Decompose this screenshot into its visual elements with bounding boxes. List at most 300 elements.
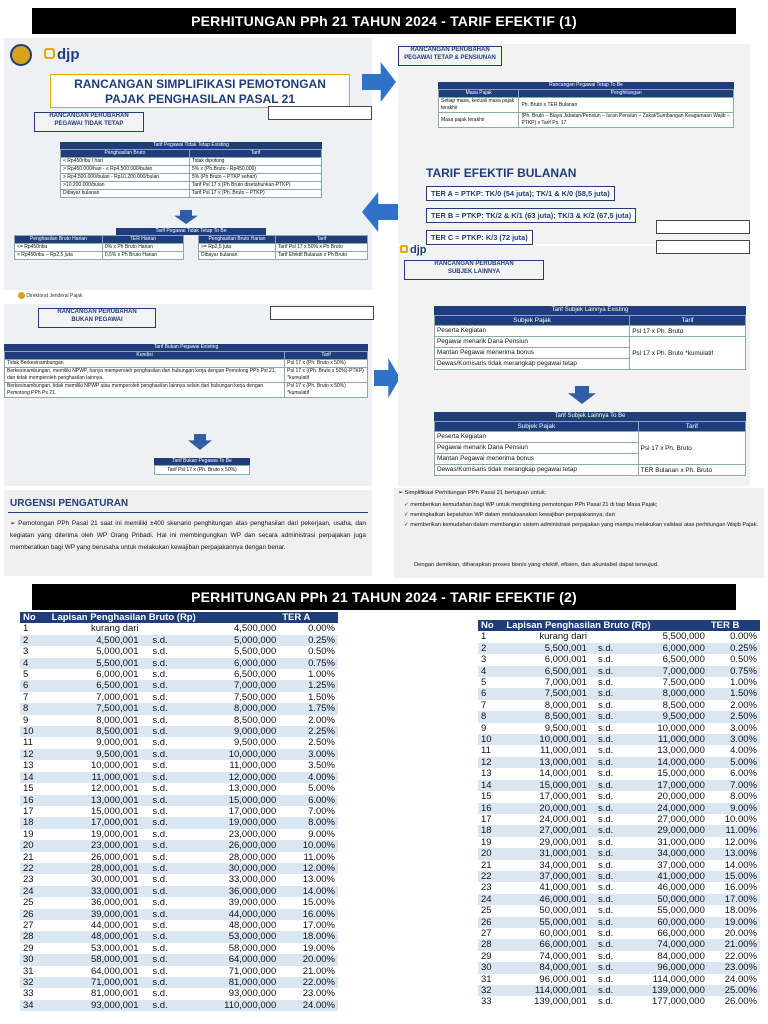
bp-existing-table-row xyxy=(5,383,368,398)
ter-a-no-cell: 7 xyxy=(20,692,49,703)
ter-a-lower-cell: 81,000,001 xyxy=(49,988,142,999)
ter-a-upper-cell: 48,000,000 xyxy=(178,920,279,931)
djp-logo-2: djp xyxy=(400,244,427,256)
bullet-arrow-icon: ➢ xyxy=(398,490,405,496)
ter-b-table-row xyxy=(478,871,760,882)
pt-tobe-header-row xyxy=(439,90,734,98)
ter-a-no-cell: 16 xyxy=(20,795,49,806)
ptt-tobe-right-cell: Tarif Efektif Bulanan x Ph Bruto xyxy=(275,252,367,260)
ter-b-upper-cell: 96,000,000 xyxy=(621,962,708,973)
down-arrow-icon xyxy=(188,434,212,450)
ter-a-no-cell: 2 xyxy=(20,635,49,646)
sl-tobe-column-header: Subjek Pajak xyxy=(435,422,639,432)
ter-a-no-cell: 19 xyxy=(20,829,49,840)
ter-a-upper-cell: 23,000,000 xyxy=(178,829,279,840)
slide-subjek-lainnya xyxy=(398,246,750,486)
ter-a-upper-cell: 39,000,000 xyxy=(178,897,279,908)
bp-existing-cell: Berkesinambungan, tidak memiliki NPWP atau memperoleh penghasilan lainnya selain dari hubungan kerja dengan Pemotong PPh Ps 21. xyxy=(5,383,285,398)
ter-b-no-cell: 27 xyxy=(478,928,503,939)
ter-a-sd-cell: s.d. xyxy=(142,760,179,771)
ter-a-sd-cell: s.d. xyxy=(142,680,179,691)
ter-b-upper-cell: 8,000,000 xyxy=(621,688,708,699)
ter-b-lower-cell: 20,000,001 xyxy=(503,803,590,814)
ter-a-sd-cell: s.d. xyxy=(142,1000,179,1011)
ter-a-upper-cell: 33,000,000 xyxy=(178,874,279,885)
ter-a-rate-cell: 1.25% xyxy=(279,680,338,691)
ter-b-no-cell: 2 xyxy=(478,643,503,654)
ter-b-table-row xyxy=(478,928,760,939)
ter-a-no-cell: 30 xyxy=(20,954,49,965)
sl-existing-cell: Dewas/Komisaris tidak merangkap pegawai tetap xyxy=(435,359,630,370)
ter-b-rate-cell: 0.00% xyxy=(708,631,760,642)
ter-b-sd-cell: s.d. xyxy=(590,688,621,699)
djp-logo: djp xyxy=(44,46,80,63)
ter-b-sd-cell: s.d. xyxy=(590,814,621,825)
ter-a-table-row xyxy=(20,783,338,794)
ter-b-rate-cell: 20.00% xyxy=(708,928,760,939)
ter-a-sd-cell: s.d. xyxy=(142,840,179,851)
ter-b-sd-cell: s.d. xyxy=(590,803,621,814)
ter-b-table-row xyxy=(478,734,760,745)
ter-a-upper-cell: 71,000,000 xyxy=(178,966,279,977)
ter-a-lower-cell: 23,000,001 xyxy=(49,840,142,851)
ter-b-rate-cell: 12.00% xyxy=(708,837,760,848)
bp-existing-column-header: Tarif xyxy=(285,352,368,360)
ptt-existing-header-row xyxy=(61,150,322,158)
sl-tobe-caption: Tarif Subjek Lainnya To Be xyxy=(434,412,746,421)
ter-b-sd-cell: s.d. xyxy=(590,745,621,756)
ter-b-table-row xyxy=(478,768,760,779)
sl-tobe-table-row xyxy=(435,432,746,443)
ter-b-lower-cell: 84,000,001 xyxy=(503,962,590,973)
ter-a-no-cell: 21 xyxy=(20,852,49,863)
ter-b-rate-cell: 4.00% xyxy=(708,745,760,756)
ter-a-lower-cell: 26,000,001 xyxy=(49,852,142,863)
ter-b-sd-cell: s.d. xyxy=(590,711,621,722)
ter-b-sd-cell: s.d. xyxy=(590,791,621,802)
ter-a-table-row xyxy=(20,669,338,680)
ter-a-upper-cell: 110,000,000 xyxy=(178,1000,279,1011)
ter-a-no-cell: 32 xyxy=(20,977,49,988)
ter-b-column-header: Lapisan Penghasilan Bruto (Rp) xyxy=(503,620,707,631)
ter-a-table-row xyxy=(20,977,338,988)
ter-b-lower-cell: 96,000,001 xyxy=(503,974,590,985)
ter-b-rate-cell: 25.00% xyxy=(708,985,760,996)
ter-a-no-cell: 5 xyxy=(20,669,49,680)
ter-b-table-row xyxy=(478,837,760,848)
ter-b-no-cell: 8 xyxy=(478,711,503,722)
ter-b-upper-cell: 17,000,000 xyxy=(621,780,708,791)
sl-tobe-cell: Pegawai menarik Dana Pensiun xyxy=(435,443,639,454)
ter-b-upper-cell: 10,000,000 xyxy=(621,723,708,734)
ter-a-lower-cell: 6,000,001 xyxy=(49,669,142,680)
ter-a-sd-cell: s.d. xyxy=(142,658,179,669)
ter-a-lower-cell: 15,000,001 xyxy=(49,806,142,817)
ter-a-rate-cell: 7.00% xyxy=(279,806,338,817)
djp-footer: Direktorat Jenderal Pajak xyxy=(18,292,83,299)
ter-a-table-row xyxy=(20,680,338,691)
ptt-tobe-left-header-row xyxy=(15,236,184,244)
ter-b-table-row xyxy=(478,985,760,996)
pt-tobe-caption: Rancangan Pegawai Tetap To Be xyxy=(438,82,734,89)
ter-b-rate-cell: 3.00% xyxy=(708,723,760,734)
ter-a-no-cell: 11 xyxy=(20,737,49,748)
ter-b-no-cell: 29 xyxy=(478,951,503,962)
ter-b-rate-cell: 8.00% xyxy=(708,791,760,802)
ter-a-no-cell: 12 xyxy=(20,749,49,760)
ter-a-sd-cell: s.d. xyxy=(142,943,179,954)
ter-b-no-cell: 1 xyxy=(478,631,503,642)
sl-existing-column-header: Subjek Pajak xyxy=(435,316,630,326)
ter-b-rate-cell: 7.00% xyxy=(708,780,760,791)
ter-b-rate-cell: 17.00% xyxy=(708,894,760,905)
ter-a-no-cell: 25 xyxy=(20,897,49,908)
ter-a-lower-cell: 36,000,001 xyxy=(49,897,142,908)
sl-tobe-header-row xyxy=(435,422,746,432)
ter-a-lower-cell: 93,000,001 xyxy=(49,1000,142,1011)
ter-a-sd-cell: s.d. xyxy=(142,909,179,920)
ter-a-upper-cell: 30,000,000 xyxy=(178,863,279,874)
ter-b-upper-cell: 46,000,000 xyxy=(621,882,708,893)
ptt-existing-cell: >10.200.000/bulan xyxy=(61,182,190,190)
ter-a-lower-cell: 5,500,001 xyxy=(49,658,142,669)
ter-b-sd-cell: s.d. xyxy=(590,757,621,768)
ter-b-lower-cell: 7,500,001 xyxy=(503,688,590,699)
ter-a-upper-cell: 5,000,000 xyxy=(178,635,279,646)
ter-a-lower-cell: 7,000,001 xyxy=(49,692,142,703)
ptt-existing-column-header: Penghasilan Bruto xyxy=(61,150,190,158)
ter-b-no-cell: 33 xyxy=(478,996,503,1007)
ter-b-table-row xyxy=(478,643,760,654)
ter-a-column-header: No xyxy=(20,612,49,623)
sl-tobe-table xyxy=(434,412,746,476)
ter-b-rate-cell: 15.00% xyxy=(708,871,760,882)
ptt-tobe-right-table-row xyxy=(199,252,368,260)
ter-b-table-row xyxy=(478,894,760,905)
ter-a-table-row xyxy=(20,886,338,897)
ter-a-no-cell: 3 xyxy=(20,646,49,657)
ter-b-no-cell: 10 xyxy=(478,734,503,745)
ter-b-sd-cell: s.d. xyxy=(590,837,621,848)
ter-a-upper-cell: 28,000,000 xyxy=(178,852,279,863)
sl-existing-header-row xyxy=(435,316,746,326)
ter-a-table-row xyxy=(20,646,338,657)
ter-b-table-row xyxy=(478,791,760,802)
ter-b-rate-cell: 16.00% xyxy=(708,882,760,893)
ter-a-sd-cell: s.d. xyxy=(142,817,179,828)
ter-b-rate-cell: 1.00% xyxy=(708,677,760,688)
ter-b-lower-cell: 7,000,001 xyxy=(503,677,590,688)
ter-a-upper-cell: 93,000,000 xyxy=(178,988,279,999)
ter-a-rate-cell: 16.00% xyxy=(279,909,338,920)
ptt-tobe-right-column-header: Penghasilan Bruto Harian xyxy=(199,236,276,244)
sl-tobe-cell: Mantan Pegawai menerima bonus xyxy=(435,454,639,465)
ter-b-no-cell: 5 xyxy=(478,677,503,688)
sl-tobe-tarif-cell: TER Bulanan x Ph. Bruto xyxy=(638,465,745,476)
ter-a-rate-cell: 13.00% xyxy=(279,874,338,885)
simplifikasi-item-text: memberikan kemudahan bagi WP untuk menghitung pemotongan PPh Pasal 21 di tiap Masa Pajak; xyxy=(410,502,658,508)
djp-logo-icon xyxy=(400,245,408,253)
ter-b-table-row xyxy=(478,757,760,768)
ter-a-no-cell: 22 xyxy=(20,863,49,874)
ter-b-sd-cell: s.d. xyxy=(590,917,621,928)
ter-b-upper-cell: 6,500,000 xyxy=(621,654,708,665)
slide-pegawai-tidak-tetap xyxy=(4,38,372,299)
ter-a-lower-cell: 10,000,001 xyxy=(49,760,142,771)
ter-a-sd-cell: s.d. xyxy=(142,635,179,646)
ter-a-rate-cell: 4.00% xyxy=(279,772,338,783)
bp-header: RANCANGAN PERUBAHAN BUKAN PEGAWAI xyxy=(38,308,156,328)
simplifikasi-item xyxy=(404,500,760,510)
pt-tobe-table-row xyxy=(439,113,734,128)
sl-tobe-column-header: Tarif xyxy=(638,422,745,432)
ptt-existing-cell: 5% (Ph Bruto – PTKP sehari) xyxy=(189,174,321,182)
ter-a-table-row xyxy=(20,749,338,760)
ptt-tobe-caption: Tarif Pegawai Tidak Tetap To Be xyxy=(116,228,266,235)
ter-a-upper-cell: 6,000,000 xyxy=(178,658,279,669)
ter-a-no-cell: 29 xyxy=(20,943,49,954)
ter-a-sd-cell: s.d. xyxy=(142,772,179,783)
ptt-header: RANCANGAN PERUBAHAN PEGAWAI TIDAK TETAP xyxy=(34,112,144,132)
djp-logo-icon xyxy=(44,48,55,59)
ter-b-no-cell: 28 xyxy=(478,939,503,950)
ter-a-no-cell: 20 xyxy=(20,840,49,851)
ptt-existing-table-row xyxy=(61,174,322,182)
ter-b-no-cell: 19 xyxy=(478,837,503,848)
ter-a-sd-cell: s.d. xyxy=(142,737,179,748)
ter-b-sd-cell: s.d. xyxy=(590,928,621,939)
ter-a-table-row xyxy=(20,874,338,885)
ter-b-sd-cell: s.d. xyxy=(590,848,621,859)
ptt-tobe-right-header-row xyxy=(199,236,368,244)
ter-a-no-cell: 27 xyxy=(20,920,49,931)
ter-b-no-cell: 3 xyxy=(478,654,503,665)
sl-existing-cell: Pegawai menarik Dana Pensiun xyxy=(435,337,630,348)
ter-b-rate-cell: 14.00% xyxy=(708,860,760,871)
ter-a-rate-cell: 0.75% xyxy=(279,658,338,669)
ter-a-sd-cell: s.d. xyxy=(142,874,179,885)
ter-a-table-row xyxy=(20,726,338,737)
ter-a-sd-cell: s.d. xyxy=(142,897,179,908)
ter-a-upper-cell: 13,000,000 xyxy=(178,783,279,794)
ter-a-upper-cell: 19,000,000 xyxy=(178,817,279,828)
ter-b-upper-cell: 31,000,000 xyxy=(621,837,708,848)
ter-a-upper-cell: 64,000,000 xyxy=(178,954,279,965)
ptt-tobe-right-table-row xyxy=(199,244,368,252)
ter-a-sd-cell xyxy=(142,623,179,634)
ter-b-upper-cell: 60,000,000 xyxy=(621,917,708,928)
ter-a-no-cell: 9 xyxy=(20,715,49,726)
ter-a-lower-cell: 6,500,001 xyxy=(49,680,142,691)
ter-b-lower-cell: 60,000,001 xyxy=(503,928,590,939)
ter-a-rate-cell: 17.00% xyxy=(279,920,338,931)
ter-a-upper-cell: 7,500,000 xyxy=(178,692,279,703)
pt-tobe-cell: Masa pajak terakhir xyxy=(439,113,519,128)
bullet-arrow-icon: ➢ xyxy=(10,520,19,527)
sl-tobe-cell: Peserta Kegiatan xyxy=(435,432,639,443)
ter-b-header-row xyxy=(478,620,760,631)
ter-b-rate-cell: 0.25% xyxy=(708,643,760,654)
ter-a-upper-cell: 81,000,000 xyxy=(178,977,279,988)
ptt-existing-cell: Tarif Psl 17 x (Ph Bruto disetahunkan-PTKP) xyxy=(189,182,321,190)
ter-a-table xyxy=(20,612,338,1011)
ter-a-box: TER A = PTKP: TK/0 (54 juta); TK/1 & K/0 (58,5 juta) xyxy=(426,186,615,201)
ter-b-lower-cell: 46,000,001 xyxy=(503,894,590,905)
ter-a-column-header: Lapisan Penghasilan Bruto (Rp) xyxy=(49,612,280,623)
ter-a-upper-cell: 9,500,000 xyxy=(178,737,279,748)
ter-b-lower-cell: 34,000,001 xyxy=(503,860,590,871)
simplifikasi-item-text: memberikan kemudahan dalam membangun sistem administrasi perpajakan yang mampu melakukan validasi atas perhitungan Wajib Pajak. xyxy=(410,522,758,528)
ter-a-rate-cell: 10.00% xyxy=(279,840,338,851)
ter-a-lower-cell: 19,000,001 xyxy=(49,829,142,840)
ter-b-sd-cell: s.d. xyxy=(590,780,621,791)
ter-b-no-cell: 9 xyxy=(478,723,503,734)
ter-a-table-row xyxy=(20,760,338,771)
ter-a-upper-cell: 11,000,000 xyxy=(178,760,279,771)
ter-a-rate-cell: 2.50% xyxy=(279,737,338,748)
ptt-tobe-table xyxy=(14,228,368,260)
ter-a-no-cell: 24 xyxy=(20,886,49,897)
ter-b-upper-cell: 55,000,000 xyxy=(621,905,708,916)
ter-b-rate-cell: 19.00% xyxy=(708,917,760,928)
ter-a-lower-cell: 64,000,001 xyxy=(49,966,142,977)
bp-tobe-value: Tarif Psl 17 x (Ph. Bruto x 50%) xyxy=(154,465,250,475)
pt-tobe-table xyxy=(438,82,734,128)
ter-a-table-row xyxy=(20,909,338,920)
ter-b-rate-cell: 13.00% xyxy=(708,848,760,859)
bp-gray-box xyxy=(270,306,374,320)
ptt-existing-cell: 5% x (Ph.Bruto - Rp450.000) xyxy=(189,166,321,174)
ter-b-sd-cell: s.d. xyxy=(590,734,621,745)
ter-a-lower-cell: 7,500,001 xyxy=(49,703,142,714)
urgensi-text: ➢ Pemotongan PPh Pasal 21 saat ini memiliki ±400 skenario penghitungan atas penghasilan dari pekerjaan, usaha, dan kegiatan yang diterima oleh WP Orang Pribadi. Hal ini membingungkan WP dan secara administrasi perpajakan juga memberatkan bagi WP yang berusaha untuk melakukan kewajiban perpajakannya dengan benar. xyxy=(10,520,366,551)
ptt-existing-cell: > Rp450.000/hari - ≤ Rp4.500.000/bulan xyxy=(61,166,190,174)
ter-b-rate-cell: 11.00% xyxy=(708,825,760,836)
ter-b-table-row xyxy=(478,974,760,985)
ter-a-no-cell: 33 xyxy=(20,988,49,999)
ter-b-no-cell: 15 xyxy=(478,791,503,802)
ter-a-sd-cell: s.d. xyxy=(142,646,179,657)
ptt-existing-table-row xyxy=(61,158,322,166)
ter-a-lower-cell: 44,000,001 xyxy=(49,920,142,931)
ptt-tobe-left-column-header: Penghasilan Bruto Harian xyxy=(15,236,103,244)
ptt-existing-cell: < Rp450ribu / hari xyxy=(61,158,190,166)
ter-b-sd-cell: s.d. xyxy=(590,996,621,1007)
ter-a-upper-cell: 53,000,000 xyxy=(178,931,279,942)
ter-b-table-row xyxy=(478,905,760,916)
ter-a-no-cell: 28 xyxy=(20,931,49,942)
ter-a-no-cell: 17 xyxy=(20,806,49,817)
bp-existing-table xyxy=(4,344,368,398)
ter-b-upper-cell: 24,000,000 xyxy=(621,803,708,814)
ter-a-sd-cell: s.d. xyxy=(142,703,179,714)
ter-a-rate-cell: 19.00% xyxy=(279,943,338,954)
ter-a-sd-cell: s.d. xyxy=(142,795,179,806)
ter-a-upper-cell: 8,000,000 xyxy=(178,703,279,714)
ter-b-table-row xyxy=(478,860,760,871)
ter-a-header-row xyxy=(20,612,338,623)
ter-a-rate-cell: 0.25% xyxy=(279,635,338,646)
pt-tobe-cell: Setiap masa, kecuali masa pajak terakhir xyxy=(439,98,519,113)
ter-a-sd-cell: s.d. xyxy=(142,931,179,942)
ter-b-table-row xyxy=(478,962,760,973)
ter-a-sd-cell: s.d. xyxy=(142,920,179,931)
ptt-existing-table-grid xyxy=(60,149,322,198)
ter-a-table-row xyxy=(20,772,338,783)
urgensi-title: URGENSI PENGATURAN xyxy=(10,498,129,509)
ter-a-table-row xyxy=(20,920,338,931)
slide-pegawai-tetap xyxy=(398,44,750,244)
ter-b-upper-cell: 37,000,000 xyxy=(621,860,708,871)
ter-b-lower-cell: 114,000,001 xyxy=(503,985,590,996)
ter-b-table-row xyxy=(478,814,760,825)
ter-a-rate-cell: 20.00% xyxy=(279,954,338,965)
ter-b-sd-cell xyxy=(590,631,621,642)
ter-b-upper-cell: 84,000,000 xyxy=(621,951,708,962)
pt-tobe-column-header: Masa Pajak xyxy=(439,90,519,98)
ter-a-lower-cell: 11,000,001 xyxy=(49,772,142,783)
ptt-existing-table-row xyxy=(61,190,322,198)
ter-b-no-cell: 13 xyxy=(478,768,503,779)
ter-b-no-cell: 20 xyxy=(478,848,503,859)
bp-existing-header-row xyxy=(5,352,368,360)
simplifikasi-intro: ➢ Simplifikasi Perhitungan PPh Pasal 21 bertujuan untuk: xyxy=(398,490,547,496)
ter-a-rate-cell: 3.00% xyxy=(279,749,338,760)
banner-tarif-efektif-1: PERHITUNGAN PPh 21 TAHUN 2024 - TARIF EFEKTIF (1) xyxy=(32,8,736,34)
ter-b-no-cell: 6 xyxy=(478,688,503,699)
ter-b-table-row xyxy=(478,631,760,642)
check-icon: ✓ xyxy=(404,512,411,518)
ter-b-lower-cell: 9,500,001 xyxy=(503,723,590,734)
ter-b-sd-cell: s.d. xyxy=(590,871,621,882)
ter-b-table xyxy=(478,620,760,1008)
ter-b-upper-cell: 27,000,000 xyxy=(621,814,708,825)
sl-tobe-tarif-cell: Psl 17 x Ph. Bruto xyxy=(638,432,745,465)
ter-b-table-row xyxy=(478,666,760,677)
ter-b-upper-cell: 139,000,000 xyxy=(621,985,708,996)
ter-a-upper-cell: 5,500,000 xyxy=(178,646,279,657)
ter-b-sd-cell: s.d. xyxy=(590,700,621,711)
pt-tobe-cell: Ph. Bruto x TER Bulanan xyxy=(519,98,734,113)
ter-b-sd-cell: s.d. xyxy=(590,974,621,985)
ter-b-rate-cell: 5.00% xyxy=(708,757,760,768)
ter-a-table-row xyxy=(20,1000,338,1011)
sl-gray-box-1 xyxy=(656,220,750,234)
urgensi-divider xyxy=(8,512,368,513)
ter-a-table-row xyxy=(20,966,338,977)
ter-b-no-cell: 18 xyxy=(478,825,503,836)
ter-a-sd-cell: s.d. xyxy=(142,954,179,965)
ter-a-sd-cell: s.d. xyxy=(142,726,179,737)
ter-b-no-cell: 31 xyxy=(478,974,503,985)
ter-b-sd-cell: s.d. xyxy=(590,654,621,665)
ptt-existing-column-header: Tarif xyxy=(189,150,321,158)
sl-existing-table-row xyxy=(435,326,746,337)
ter-a-sd-cell: s.d. xyxy=(142,806,179,817)
ter-a-no-cell: 8 xyxy=(20,703,49,714)
ter-b-upper-cell: 34,000,000 xyxy=(621,848,708,859)
ter-b-upper-cell: 66,000,000 xyxy=(621,928,708,939)
ter-a-no-cell: 1 xyxy=(20,623,49,634)
ter-a-sd-cell: s.d. xyxy=(142,829,179,840)
sl-existing-table xyxy=(434,306,746,370)
ter-b-sd-cell: s.d. xyxy=(590,951,621,962)
sl-existing-tarif-cell: Psl 17 x Ph. Bruto xyxy=(630,326,746,337)
ter-b-lower-cell: 6,500,001 xyxy=(503,666,590,677)
ter-b-upper-cell: 177,000,000 xyxy=(621,996,708,1007)
ter-b-no-cell: 32 xyxy=(478,985,503,996)
ter-b-lower-cell: 17,000,001 xyxy=(503,791,590,802)
